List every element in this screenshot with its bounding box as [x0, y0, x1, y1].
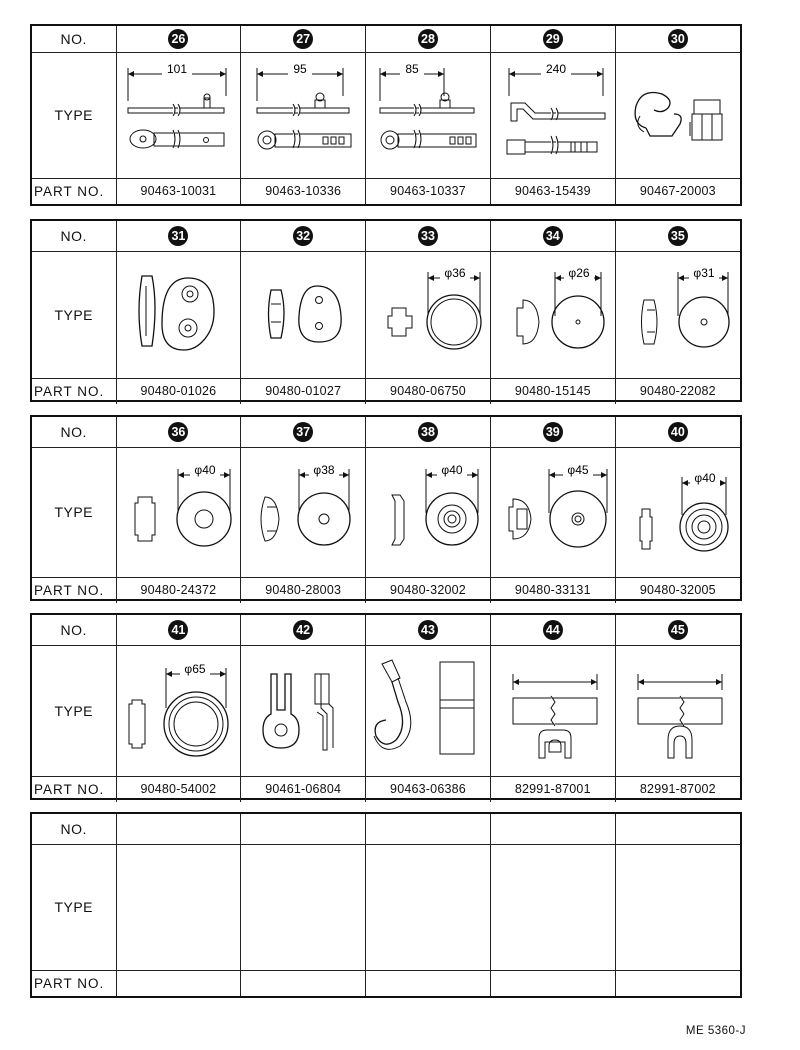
- part-drawing-26: [118, 56, 238, 174]
- item-number: 40: [668, 422, 688, 442]
- item-number: 29: [543, 29, 563, 49]
- part-number: 90480-28003: [241, 577, 366, 603]
- empty-cell: [116, 844, 241, 970]
- part-drawing-30: [618, 56, 738, 174]
- empty-cell: [615, 814, 740, 844]
- part-number: 90463-15439: [490, 178, 615, 204]
- empty-cell: [490, 814, 615, 844]
- item-number: 38: [418, 422, 438, 442]
- part-number: 90480-54002: [116, 776, 241, 802]
- document-code: ME 5360-J: [685, 1025, 746, 1037]
- part-drawing-28: [368, 56, 488, 174]
- part-number: 90463-10336: [241, 178, 366, 204]
- no-label: NO.: [32, 417, 116, 447]
- no-label: NO.: [32, 814, 116, 844]
- part-drawing-42: [243, 652, 363, 770]
- dimension-label: φ40: [441, 463, 463, 477]
- dimension-label: 85: [405, 62, 419, 76]
- item-number: 44: [543, 620, 563, 640]
- part-number: 90480-15145: [490, 378, 615, 404]
- dimension-label: φ45: [567, 463, 589, 477]
- part-drawing-44: [493, 652, 613, 770]
- part-no-label: PART NO.: [32, 776, 116, 802]
- empty-cell: [366, 970, 491, 996]
- empty-cell: [490, 844, 615, 970]
- parts-table-5-empty: [30, 812, 742, 998]
- part-drawing-31: [118, 256, 238, 374]
- item-number: 45: [668, 620, 688, 640]
- part-number: 90480-01026: [116, 378, 241, 404]
- type-label: TYPE: [32, 645, 116, 776]
- part-number: 90463-10337: [366, 178, 491, 204]
- part-drawing-27: [243, 56, 363, 174]
- part-number: 90480-01027: [241, 378, 366, 404]
- empty-cell: [116, 814, 241, 844]
- empty-cell: [241, 970, 366, 996]
- item-number: 26: [168, 29, 188, 49]
- item-number: 28: [418, 29, 438, 49]
- part-drawing-29: [493, 56, 613, 174]
- part-number: 90480-32005: [615, 577, 740, 603]
- part-number: 90463-10031: [116, 178, 241, 204]
- item-number: 37: [293, 422, 313, 442]
- part-drawing-45: [618, 652, 738, 770]
- empty-cell: [615, 970, 740, 996]
- part-drawing-32: [243, 256, 363, 374]
- part-drawing-34: [493, 256, 613, 374]
- item-number: 31: [168, 226, 188, 246]
- item-number: 33: [418, 226, 438, 246]
- part-number: 90461-06804: [241, 776, 366, 802]
- part-no-label: PART NO.: [32, 378, 116, 404]
- dimension-label: 95: [293, 62, 307, 76]
- parts-table-3: [30, 415, 742, 601]
- dimension-label: φ26: [568, 265, 590, 280]
- part-number: 82991-87002: [615, 776, 740, 802]
- empty-cell: [615, 844, 740, 970]
- part-number: 90480-22082: [615, 378, 740, 404]
- empty-cell: [490, 970, 615, 996]
- dimension-label: φ65: [184, 661, 206, 676]
- empty-cell: [366, 814, 491, 844]
- item-number: 39: [543, 422, 563, 442]
- item-number: 42: [293, 620, 313, 640]
- part-drawing-43: [368, 652, 488, 770]
- part-drawing-36: [118, 453, 238, 571]
- dimension-label: φ38: [313, 463, 335, 477]
- empty-cell: [241, 814, 366, 844]
- no-label: NO.: [32, 615, 116, 645]
- part-drawing-39: [493, 453, 613, 571]
- part-number: 90480-24372: [116, 577, 241, 603]
- parts-table-1: [30, 24, 742, 206]
- part-drawing-40: [618, 453, 738, 571]
- parts-table-4: [30, 613, 742, 800]
- dimension-label: φ31: [693, 265, 715, 280]
- part-drawing-35: [618, 256, 738, 374]
- type-label: TYPE: [32, 52, 116, 178]
- type-label: TYPE: [32, 251, 116, 378]
- item-number: 32: [293, 226, 313, 246]
- item-number: 27: [293, 29, 313, 49]
- part-drawing-37: [243, 453, 363, 571]
- parts-table-2: [30, 219, 742, 402]
- part-no-label: PART NO.: [32, 577, 116, 603]
- part-no-label: PART NO.: [32, 178, 116, 204]
- dimension-label: 240: [545, 62, 566, 76]
- part-number: 90480-06750: [366, 378, 491, 404]
- part-number: 90480-33131: [490, 577, 615, 603]
- item-number: 30: [668, 29, 688, 49]
- item-number: 35: [668, 226, 688, 246]
- part-drawing-41: [118, 652, 238, 770]
- item-number: 41: [168, 620, 188, 640]
- part-drawing-38: [368, 453, 488, 571]
- empty-cell: [241, 844, 366, 970]
- dimension-label: 101: [167, 62, 188, 76]
- empty-cell: [366, 844, 491, 970]
- no-label: NO.: [32, 221, 116, 251]
- no-label: NO.: [32, 26, 116, 52]
- item-number: 36: [168, 422, 188, 442]
- dimension-label: φ40: [194, 463, 216, 477]
- type-label: TYPE: [32, 844, 116, 970]
- type-label: TYPE: [32, 447, 116, 577]
- part-drawing-33: [368, 256, 488, 374]
- item-number: 43: [418, 620, 438, 640]
- dimension-label: φ40: [694, 471, 716, 485]
- part-number: 82991-87001: [490, 776, 615, 802]
- dimension-label: φ36: [444, 265, 466, 280]
- empty-cell: [116, 970, 241, 996]
- part-number: 90480-32002: [366, 577, 491, 603]
- part-number: 90467-20003: [615, 178, 740, 204]
- part-no-label: PART NO.: [32, 970, 116, 996]
- item-number: 34: [543, 226, 563, 246]
- part-number: 90463-06386: [366, 776, 491, 802]
